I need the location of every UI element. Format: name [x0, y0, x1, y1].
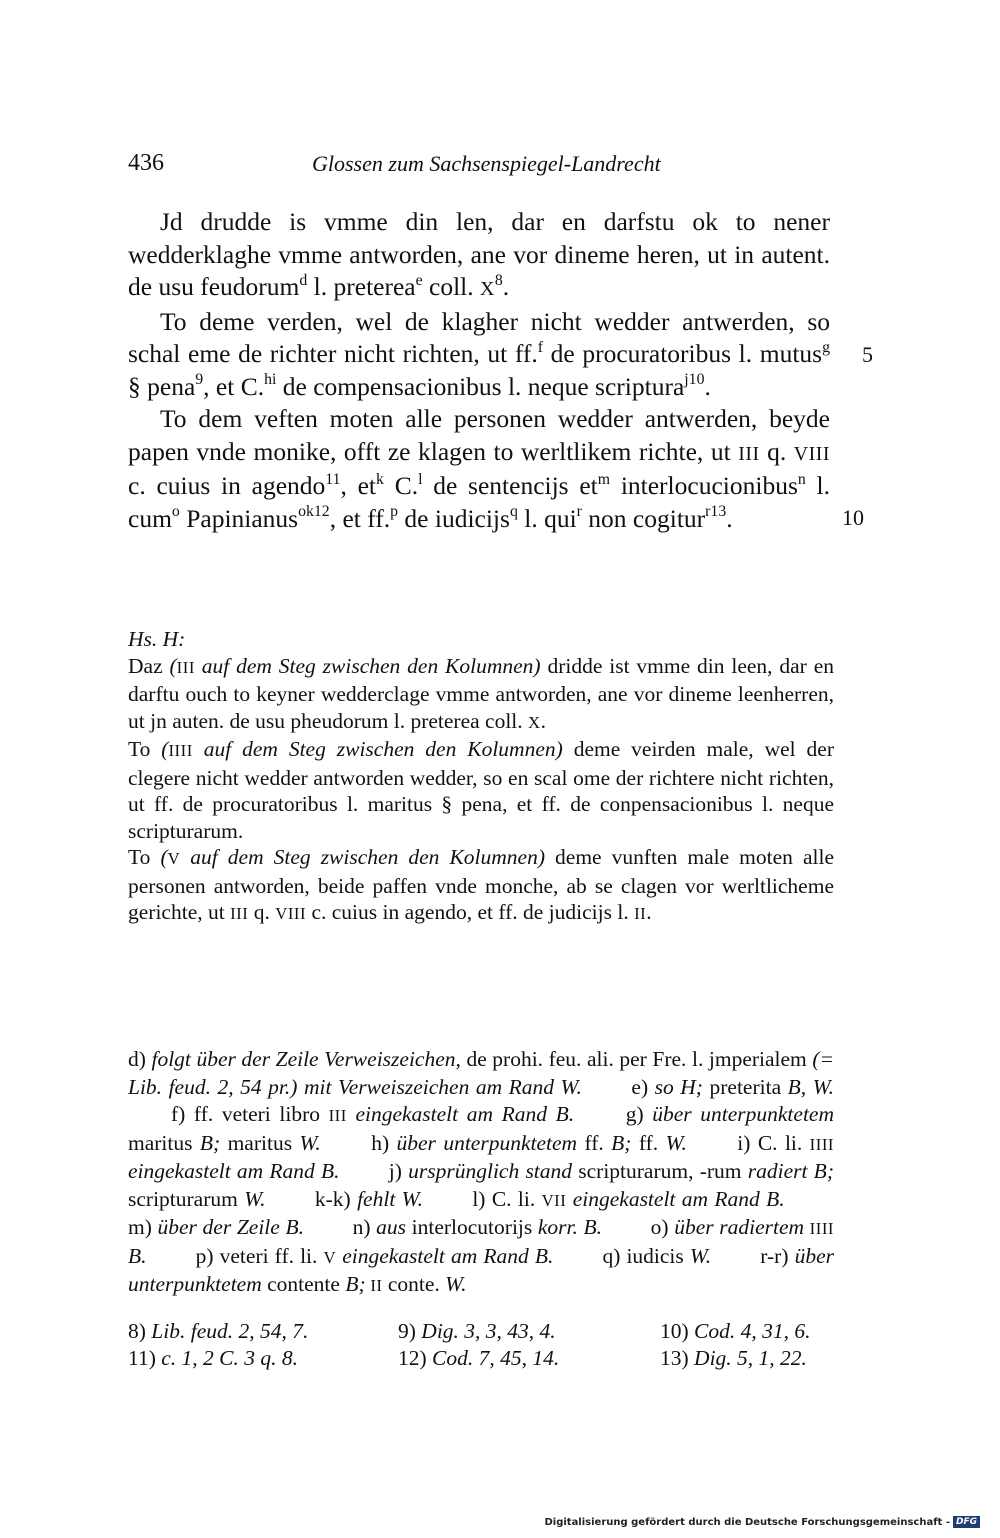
footnote-8: 8) Lib. feud. 2, 54, 7.	[128, 1319, 309, 1343]
main-paragraph-2: To deme verden, wel de klagher nicht wedder antwerden, so schal eme de richter nicht richten, ut ff.$^f$ de procuratoribus l. mutus$^g$ § pena$^9$, et C.$^{hi}$ de compensacionibus l. neque scriptura$^{j10}$.	[128, 306, 830, 401]
line-number-10: 10	[842, 505, 864, 530]
critical-apparatus	[128, 1046, 834, 1300]
manuscript-paragraph-2: To (IIII auf dem Steg zwischen den Kolumnen) deme veirden male, wel der clegere nicht wedder antworden wedder, so en scal ome der richtere nicht richten, ut ff. de procuratoribus l. maritus § pena, et ff. de conpensacionibus l. neque scripturarum.	[128, 737, 834, 843]
source-footnotes	[128, 1318, 838, 1372]
page-number: 436	[128, 150, 164, 176]
manuscript-h-section	[128, 626, 834, 928]
manuscript-heading: Hs. H:	[128, 627, 186, 651]
footnote-9: 9) Dig. 3, 3, 43, 4.	[398, 1319, 556, 1343]
apparatus-notes: d) folgt über der Zeile Verweiszeichen, de prohi. feu. ali. per Fre. l. jmperialem (= Lib. feud. 2, 54 pr.) mit Verweiszeichen am Rand W. e) so H; preterita B, W. f) ff. veteri libro III eingekastelt am Rand B. g) über unterpunktetem maritus B; maritus W. h) über unterpunktetem ff. B; ff. W. i) C. li. IIII eingekastelt am Rand B. j) ursprünglich stand scripturarum, -rum radiert B; scripturarum W. k-k) fehlt W. l) C. li. VII eingekastelt am Rand B. m) über der Zeile B. n) aus interlocutorijs korr. B. o) über radiertem IIII B. p) veteri ff. li. V eingekastelt am Rand B. q) iudicis W. r-r) über unterpunktetem contente B; II conte. W.	[128, 1047, 835, 1296]
footnote-row	[128, 1345, 838, 1372]
manuscript-paragraph-3: To (V auf dem Steg zwischen den Kolumnen) deme vunften male moten alle personen antworden, beide paffen vnde monche, ab se clagen vor werltlicheme gerichte, ut III q. VIII c. cuius in agendo, et ff. de judicijs l. II.	[128, 845, 834, 924]
line-number-5: 5	[862, 342, 873, 367]
running-title: Glossen zum Sachsenspiegel-Landrecht	[312, 151, 661, 176]
footnote-11: 11) c. 1, 2 C. 3 q. 8.	[128, 1346, 299, 1370]
footnote-12: 12) Cod. 7, 45, 14.	[398, 1346, 560, 1370]
footnote-row	[128, 1318, 838, 1345]
main-text	[128, 206, 830, 535]
footer-text: Digitalisierung gefördert durch die Deutsche Forschungsgemeinschaft -	[544, 1516, 950, 1528]
dfg-logo: DFG	[953, 1516, 980, 1528]
manuscript-paragraph-1: Daz (III auf dem Steg zwischen den Kolumnen) dridde ist vmme din leen, dar en darftu ouch to keyner wedderclage vmme antworden, ane vor dineme leenherren, ut jn auten. de usu pheudorum l. preterea coll. X.	[128, 653, 834, 733]
footnote-13: 13) Dig. 5, 1, 22.	[660, 1346, 807, 1370]
digitization-footer	[544, 1516, 980, 1528]
main-paragraph-1: Jd drudde is vmme din len, dar en darfstu ok to nener wedderklaghe vmme antworden, ane vor dineme heren, ut in autent. de usu feudorum$^d$ l. preterea$^e$ coll. $X^8$.	[128, 207, 830, 301]
main-paragraph-3: To dem veften moten alle personen wedder antwerden, beyde papen vnde monike, offt ze klagen to werltlikem richte, ut III q. VIII c. cuius in agendo$^{11}$, $et^k$ C.$^l$ de sentencijs $et^m$ interlocucionibus$^n$ l. cum$^o$ Papinianus$^{ok12}$, et ff.$^p$ de iudicijs$^q$ l. qui$^r$ non cogitur$^{r13}$.	[128, 404, 830, 533]
footnote-10: 10) Cod. 4, 31, 6.	[660, 1319, 811, 1343]
